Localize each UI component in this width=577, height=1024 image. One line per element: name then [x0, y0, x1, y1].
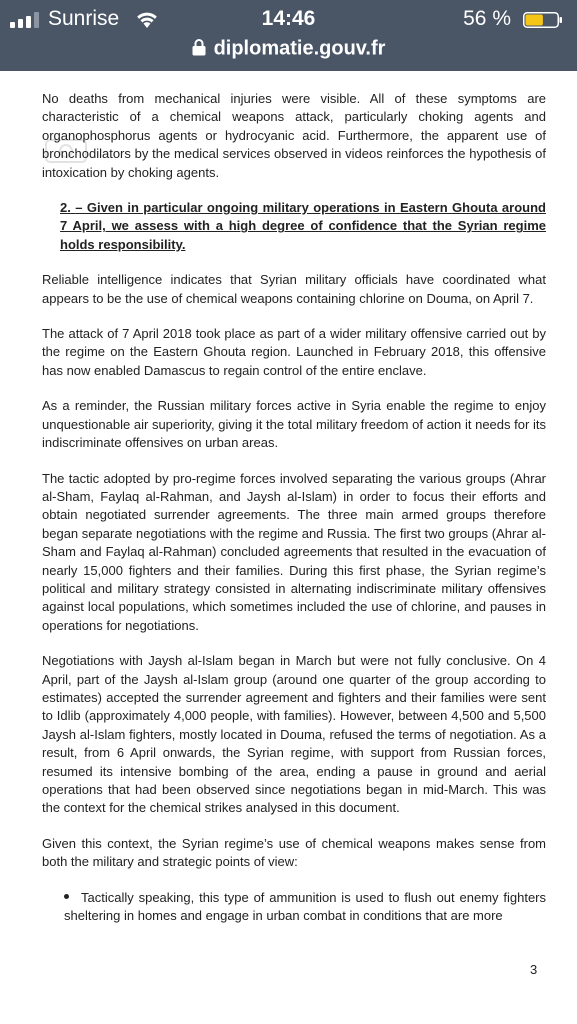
battery-icon [523, 12, 563, 28]
section-heading-text: – Given in particular ongoing military operations in Eastern Ghouta around 7 April, we assess with a high degree of confidence that the Syrian regime holds responsibility. [60, 200, 546, 252]
battery-percentage: 56 % [463, 7, 511, 30]
address-bar[interactable] [0, 34, 577, 62]
paragraph-attack: The attack of 7 April 2018 took place as part of a wider military offensive carried out by the regime on the Eastern Ghouta region. Launched in February 2018, this offensive has now enabled Damascus to regain control of the entire enclave. [42, 326, 546, 378]
paragraph-tactic: The tactic adopted by pro-regime forces involved separating the various groups (Ahrar al-Sham, Faylaq al-Rahman, and Jaysh al-Islam) in order to focus their efforts and obtain negotiated surrender agreements. The three main armed groups therefore began separate negotiations with the regime and Russia. The first two groups (Ahrar al-Sham and Faylaq al-Rahman) concluded agreements that resulted in the evacuation of nearly 15,000 fighters and their families. During this first phase, the Syrian regime’s political and military strategy consisted in alternating indiscriminate military offensives against local populations, which sometimes included the use of chlorine, and pauses in operations for negotiations. [42, 470, 546, 633]
paragraph-russia: As a reminder, the Russian military forces active in Syria enable the regime to enjoy unquestionable air superiority, giving it the total military freedom of action it needs for its indiscriminate offensives on urban areas. [42, 398, 546, 451]
paragraph-context: Given this context, the Syrian regime’s use of chemical weapons makes sense from both the military and strategic points of view: [42, 835, 546, 870]
section-heading [60, 199, 546, 254]
paragraph-intelligence: Reliable intelligence indicates that Syrian military officials have coordinated what appears to be the use of chemical weapons containing chlorine on Douma, on April 7. [42, 272, 546, 306]
paragraph-negotiations: Negotiations with Jaysh al-Islam began in March but were not fully conclusive. On 4 April, part of the Jaysh al-Islam group (around one quarter of the group according to estimates) accepted the surrender agreement and fighters and their families were sent to Idlib (approximately 4,000 people, with families). However, between 4,500 and 5,500 Jaysh al-Islam fighters, mostly located in Douma, refused the terms of negotiation. As a result, from 6 April onwards, the Syrian regime, with support from Russian forces, resumed its intensive bombing of the area, ending a pause in ground and aerial operations that had been observed since negotiations began in mid-March. This was the context for the chemical strikes analysed in this document. [42, 653, 546, 816]
lock-icon [192, 38, 206, 56]
battery-fill [526, 15, 543, 26]
paragraph-symptoms: No deaths from mechanical injuries were visible. All of these symptoms are characteristic of a chemical weapons attack, particularly choking agents and organophosphorus agents or hydrocyanic acid. Furthermore, the apparent use of bronchodilators by the medical services observed in videos reinforces the hypothesis of intoxication by choking agents. [42, 91, 546, 180]
bullet-dot-icon [64, 894, 69, 899]
top-bar [0, 0, 577, 71]
status-bar [0, 6, 577, 32]
url-text: diplomatie.gouv.fr [213, 37, 386, 60]
document-page [42, 90, 546, 925]
bullet-item [64, 889, 546, 926]
section-number: 2. [60, 200, 71, 216]
carrier-name: Sunrise [48, 7, 120, 30]
page-number: 3 [530, 962, 538, 977]
clock: 14:46 [261, 7, 316, 30]
bullet-text: Tactically speaking, this type of ammunition is used to flush out enemy fighters sheltering in homes and engage in urban combat in conditions that are more [64, 889, 546, 924]
